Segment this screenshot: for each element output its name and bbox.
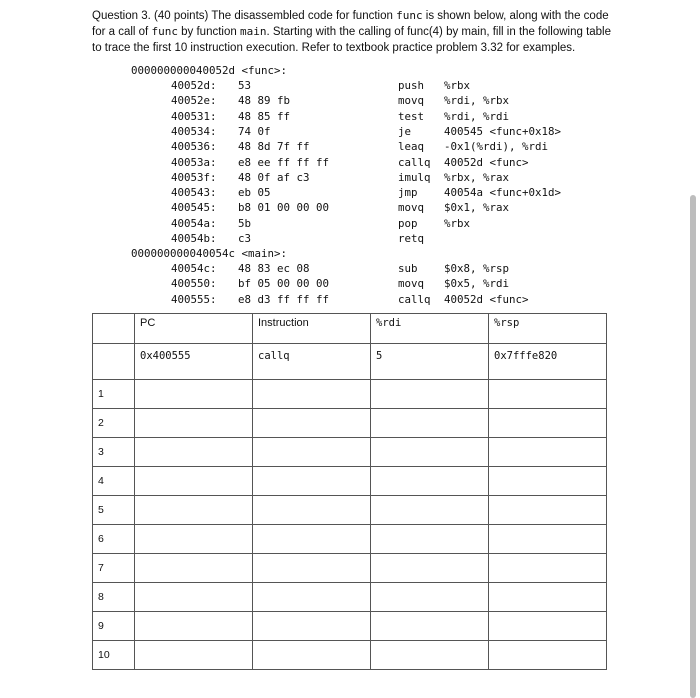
rsp-cell[interactable] [489,380,607,409]
header-rsp: %rsp [489,314,607,344]
instruction-cell[interactable] [253,612,371,641]
code-ops: $0x5, %rdi [444,277,510,291]
code-ops: $0x1, %rax [444,201,510,215]
header-instruction: Instruction [253,314,371,344]
code-ops: %rbx [444,79,471,92]
code-addr: 400543: [171,186,217,200]
code-mnem: test [398,109,425,123]
func-name: func [396,9,423,22]
code-bytes: 48 85 ff [238,109,291,123]
code-addr: 400536: [171,140,217,154]
initial-rdi: 5 [371,344,489,380]
rdi-cell[interactable] [371,641,489,670]
rsp-cell[interactable] [489,496,607,525]
header-rdi: %rdi [371,314,489,344]
code-mnem: jmp [398,186,418,200]
code-ops: %rdi, %rdi [444,109,510,123]
rdi-cell[interactable] [371,438,489,467]
code-ops: 40054a <func+0x1d> [444,186,562,200]
trace-table [92,313,607,670]
pc-cell[interactable] [135,496,253,525]
instruction-cell[interactable] [253,380,371,409]
instruction-cell[interactable] [253,438,371,467]
rdi-cell[interactable] [371,583,489,612]
code-mnem: callq [398,155,431,169]
rdi-cell[interactable] [371,467,489,496]
func-symbol-header: 000000000040052d <func>: [131,64,288,77]
instruction-cell[interactable] [253,554,371,583]
pc-cell[interactable] [135,612,253,641]
rdi-cell[interactable] [371,525,489,554]
row-number: 6 [93,525,135,554]
initial-pc: 0x400555 [135,344,253,380]
code-addr: 40052d: [171,79,217,92]
initial-rsp: 0x7fffe820 [489,344,607,380]
code-addr: 40052e: [171,94,217,108]
rdi-cell[interactable] [371,496,489,525]
code-bytes: 48 83 ec 08 [238,262,310,275]
table-row [93,641,607,670]
main-symbol-header: 000000000040054c <main>: [131,247,288,260]
code-bytes: 53 [238,79,252,92]
code-addr: 40054b: [171,232,217,245]
pc-cell[interactable] [135,583,253,612]
rsp-cell[interactable] [489,554,607,583]
table-row [93,525,607,554]
question-part: by function [177,26,240,38]
question-part: is shown below, along with the code for a call of [92,10,609,38]
instruction-cell[interactable] [253,467,371,496]
instruction-cell[interactable] [253,641,371,670]
table-row [93,467,607,496]
code-mnem: movq [398,201,425,215]
code-mnem: je [398,124,412,138]
row-number: 2 [93,409,135,438]
code-mnem: leaq [398,140,425,154]
header-pc: PC [135,314,253,344]
row-number: 10 [93,641,135,670]
code-mnem: retq [398,232,425,245]
code-bytes: e8 ee ff ff ff [238,155,330,169]
code-bytes: c3 [238,232,252,245]
table-row-initial [93,344,607,380]
code-mnem: imulq [398,170,431,184]
rdi-cell[interactable] [371,380,489,409]
table-row [93,380,607,409]
initial-instruction: callq [253,344,371,380]
row-number-cell [93,344,135,380]
code-addr: 40054a: [171,216,217,230]
code-bytes: b8 01 00 00 00 [238,201,330,215]
table-row [93,612,607,641]
code-bytes: bf 05 00 00 00 [238,277,330,291]
code-mnem: sub [398,262,418,275]
table-row [93,438,607,467]
rsp-cell[interactable] [489,612,607,641]
code-addr: 40054c: [171,262,217,275]
code-mnem: movq [398,277,425,291]
table-row [93,409,607,438]
code-ops: 40052d <func> [444,155,529,169]
instruction-cell[interactable] [253,496,371,525]
code-mnem: callq [398,292,431,306]
rsp-cell[interactable] [489,438,607,467]
code-bytes: 74 0f [238,124,271,138]
code-ops: 400545 <func+0x18> [444,124,562,138]
rsp-cell[interactable] [489,467,607,496]
code-ops: 40052d <func> [444,292,529,306]
code-mnem: push [398,79,425,92]
rsp-cell[interactable] [489,525,607,554]
code-addr: 400534: [171,124,217,138]
row-number: 1 [93,380,135,409]
code-ops: $0x8, %rsp [444,262,510,275]
code-ops: %rdi, %rbx [444,94,510,108]
pc-cell[interactable] [135,641,253,670]
pc-cell[interactable] [135,409,253,438]
pc-cell[interactable] [135,554,253,583]
row-number: 4 [93,467,135,496]
table-row [93,583,607,612]
code-mnem: pop [398,216,418,230]
code-addr: 40053a: [171,155,217,169]
code-addr: 40053f: [171,170,217,184]
main-name: main [239,25,267,38]
code-bytes: 48 0f af c3 [238,170,310,184]
rdi-cell[interactable] [371,554,489,583]
row-number: 5 [93,496,135,525]
pc-cell[interactable] [135,467,253,496]
code-addr: 400550: [171,277,217,291]
pc-cell[interactable] [135,438,253,467]
rsp-cell[interactable] [489,583,607,612]
code-bytes: 5b [238,216,252,230]
table-header-row [93,314,607,344]
question-part: Question 3. (40 points) The disassembled code for function [92,10,397,22]
code-bytes: 48 8d 7f ff [238,140,310,154]
code-mnem: movq [398,94,425,108]
code-bytes: e8 d3 ff ff ff [238,292,330,306]
table-row [93,496,607,525]
question-part: . Starting with the calling of func(4) by main, fill in the following table to trace the first 10 instruction execution. Refer to textbook practice problem 3.32 for examples. [92,26,612,54]
code-addr: 400531: [171,109,217,123]
pc-cell[interactable] [135,380,253,409]
func-name: func [151,25,178,38]
rdi-cell[interactable] [371,612,489,641]
row-number: 7 [93,554,135,583]
row-number: 3 [93,438,135,467]
row-number: 9 [93,612,135,641]
code-ops: %rbx [444,216,471,230]
code-bytes: eb 05 [238,186,271,200]
rsp-cell[interactable] [489,641,607,670]
rdi-cell[interactable] [371,409,489,438]
code-ops: %rbx, %rax [444,170,510,184]
pc-cell[interactable] [135,525,253,554]
rsp-cell[interactable] [489,409,607,438]
instruction-cell[interactable] [253,525,371,554]
code-bytes: 48 89 fb [238,94,291,108]
code-addr: 400555: [171,292,217,306]
code-ops: -0x1(%rdi), %rdi [444,140,549,154]
row-number: 8 [93,583,135,612]
code-addr: 400545: [171,201,217,215]
disassembly [0,0,700,310]
instruction-cell[interactable] [253,409,371,438]
table-row [93,554,607,583]
row-number-header [93,314,135,344]
instruction-cell[interactable] [253,583,371,612]
